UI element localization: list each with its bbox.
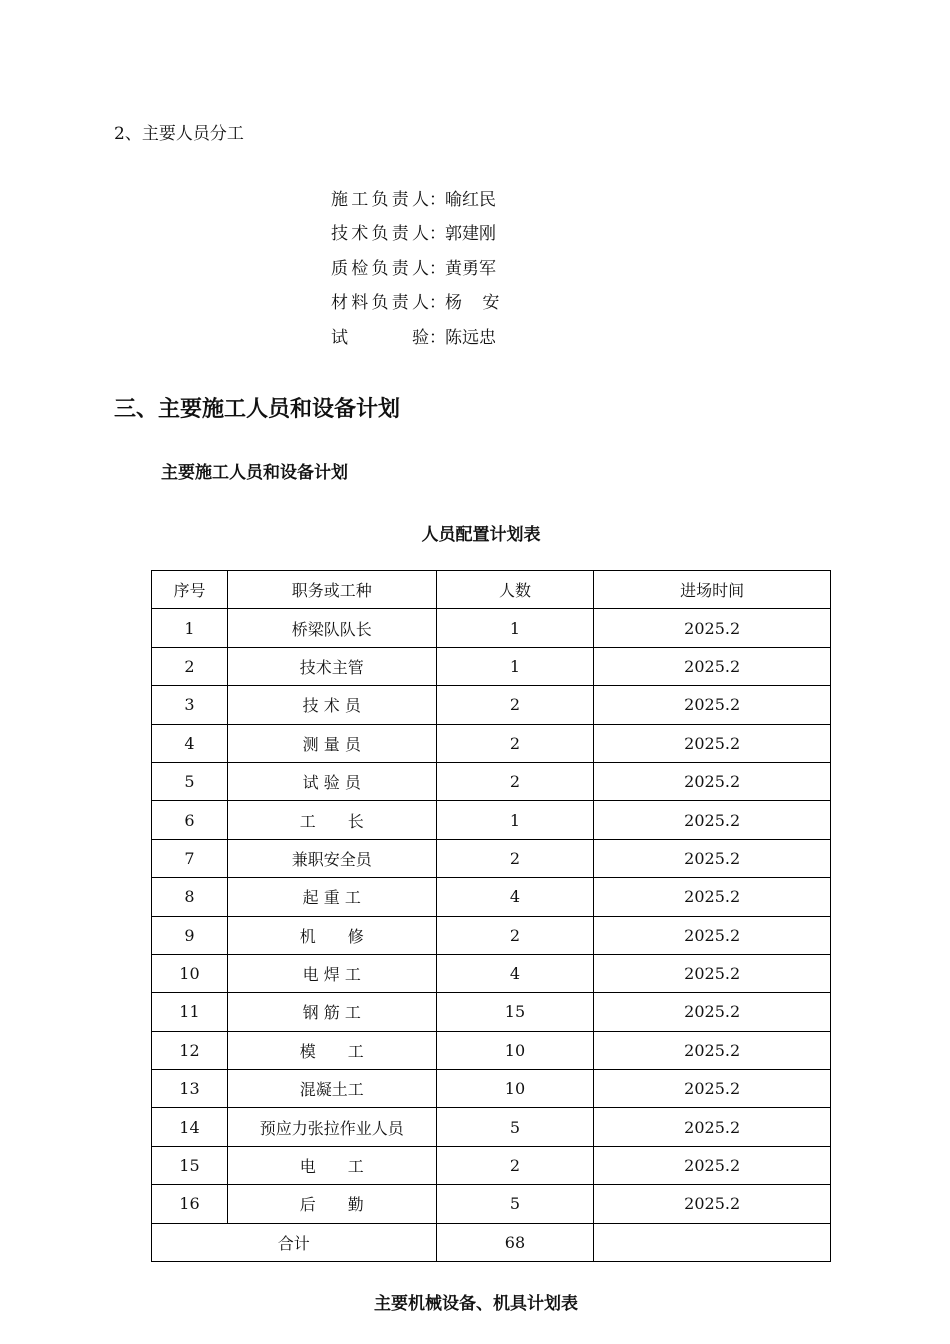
staff-assignment-list <box>331 185 520 357</box>
subsection-heading: 主要施工人员和设备计划 <box>161 463 348 483</box>
entry-date-cell: 2025.2 <box>594 609 831 647</box>
staff-name: 杨安 <box>445 293 520 314</box>
table-row <box>152 647 831 685</box>
entry-date-cell: 2025.2 <box>594 686 831 724</box>
job-title-cell: 模 工 <box>227 1031 436 1069</box>
table-row <box>152 801 831 839</box>
row-index-cell: 7 <box>152 839 228 877</box>
job-title-cell: 混凝土工 <box>227 1070 436 1108</box>
table-title: 人员配置计划表 <box>421 525 541 545</box>
headcount-cell: 4 <box>436 878 594 916</box>
table-row <box>152 686 831 724</box>
row-index-cell: 15 <box>152 1146 228 1184</box>
table-row <box>152 878 831 916</box>
header-cell: 人数 <box>436 571 594 609</box>
row-index-cell: 10 <box>152 954 228 992</box>
entry-date-cell: 2025.2 <box>594 993 831 1031</box>
table-row <box>152 1108 831 1146</box>
job-title-cell: 测 量 员 <box>227 724 436 762</box>
headcount-cell: 1 <box>436 801 594 839</box>
table-row <box>152 1070 831 1108</box>
header-cell: 进场时间 <box>594 571 831 609</box>
staff-role: 材料负责人 <box>331 293 429 314</box>
headcount-cell: 2 <box>436 724 594 762</box>
row-index-cell: 4 <box>152 724 228 762</box>
row-index-cell: 9 <box>152 916 228 954</box>
staff-name: 郭建刚 <box>445 224 496 245</box>
staff-role: 试验 <box>331 327 429 348</box>
staff-line: 试验 ： 陈远忠 <box>331 323 520 357</box>
entry-date-cell: 2025.2 <box>594 1070 831 1108</box>
section-subheading: 2、主要人员分工 <box>114 124 244 144</box>
job-title-cell: 桥梁队队长 <box>227 609 436 647</box>
job-title-cell: 预应力张拉作业人员 <box>227 1108 436 1146</box>
table-row <box>152 916 831 954</box>
headcount-cell: 2 <box>436 1146 594 1184</box>
entry-date-cell: 2025.2 <box>594 839 831 877</box>
table-row <box>152 954 831 992</box>
row-index-cell: 16 <box>152 1185 228 1223</box>
row-index-cell: 11 <box>152 993 228 1031</box>
staff-name: 黄勇军 <box>445 258 496 279</box>
table-row <box>152 1185 831 1223</box>
staff-line: 技术负责人 ： 郭建刚 <box>331 219 520 253</box>
entry-date-cell: 2025.2 <box>594 1185 831 1223</box>
entry-date-cell: 2025.2 <box>594 1031 831 1069</box>
row-index-cell: 12 <box>152 1031 228 1069</box>
row-index-cell: 8 <box>152 878 228 916</box>
entry-date-cell: 2025.2 <box>594 954 831 992</box>
row-index-cell: 6 <box>152 801 228 839</box>
entry-date-cell: 2025.2 <box>594 916 831 954</box>
job-title-cell: 兼职安全员 <box>227 839 436 877</box>
table2-title: 主要机械设备、机具计划表 <box>374 1294 578 1314</box>
staff-line: 质检负责人 ： 黄勇军 <box>331 254 520 288</box>
job-title-cell: 后 勤 <box>227 1185 436 1223</box>
staff-name: 陈远忠 <box>445 327 496 348</box>
header-cell: 序号 <box>152 571 228 609</box>
entry-date-cell: 2025.2 <box>594 1108 831 1146</box>
row-index-cell: 1 <box>152 609 228 647</box>
entry-date-cell: 2025.2 <box>594 1146 831 1184</box>
row-index-cell: 3 <box>152 686 228 724</box>
entry-date-cell: 2025.2 <box>594 878 831 916</box>
job-title-cell: 钢 筋 工 <box>227 993 436 1031</box>
table-row <box>152 609 831 647</box>
table-row <box>152 1031 831 1069</box>
row-index-cell: 14 <box>152 1108 228 1146</box>
headcount-cell: 5 <box>436 1185 594 1223</box>
table-row <box>152 839 831 877</box>
headcount-cell: 1 <box>436 609 594 647</box>
entry-date-cell: 2025.2 <box>594 762 831 800</box>
entry-date-cell: 2025.2 <box>594 647 831 685</box>
headcount-cell: 1 <box>436 647 594 685</box>
row-index-cell: 2 <box>152 647 228 685</box>
headcount-cell: 15 <box>436 993 594 1031</box>
staff-role: 质检负责人 <box>331 258 429 279</box>
headcount-cell: 2 <box>436 762 594 800</box>
total-date <box>594 1223 831 1261</box>
job-title-cell: 起 重 工 <box>227 878 436 916</box>
total-row <box>152 1223 831 1261</box>
staff-line: 施工负责人 ： 喻红民 <box>331 185 520 219</box>
row-index-cell: 13 <box>152 1070 228 1108</box>
total-label: 合计 <box>152 1223 437 1261</box>
table-row <box>152 1146 831 1184</box>
total-value: 68 <box>436 1223 594 1261</box>
section-heading: 三、主要施工人员和设备计划 <box>114 396 401 422</box>
staff-role: 施工负责人 <box>331 190 429 210</box>
job-title-cell: 试 验 员 <box>227 762 436 800</box>
headcount-cell: 2 <box>436 839 594 877</box>
headcount-cell: 4 <box>436 954 594 992</box>
table-row <box>152 724 831 762</box>
headcount-cell: 10 <box>436 1070 594 1108</box>
job-title-cell: 工 长 <box>227 801 436 839</box>
job-title-cell: 电 工 <box>227 1146 436 1184</box>
row-index-cell: 5 <box>152 762 228 800</box>
table-header-row <box>152 571 831 609</box>
headcount-cell: 5 <box>436 1108 594 1146</box>
headcount-cell: 2 <box>436 686 594 724</box>
job-title-cell: 电 焊 工 <box>227 954 436 992</box>
staff-line: 材料负责人 ： 杨安 <box>331 288 520 322</box>
table-row <box>152 993 831 1031</box>
entry-date-cell: 2025.2 <box>594 801 831 839</box>
staffing-plan-table <box>151 570 831 1262</box>
headcount-cell: 10 <box>436 1031 594 1069</box>
staff-name: 喻红民 <box>445 190 496 210</box>
headcount-cell: 2 <box>436 916 594 954</box>
header-cell: 职务或工种 <box>227 571 436 609</box>
table-row <box>152 762 831 800</box>
staff-role: 技术负责人 <box>331 224 429 245</box>
job-title-cell: 技 术 员 <box>227 686 436 724</box>
entry-date-cell: 2025.2 <box>594 724 831 762</box>
job-title-cell: 机 修 <box>227 916 436 954</box>
job-title-cell: 技术主管 <box>227 647 436 685</box>
